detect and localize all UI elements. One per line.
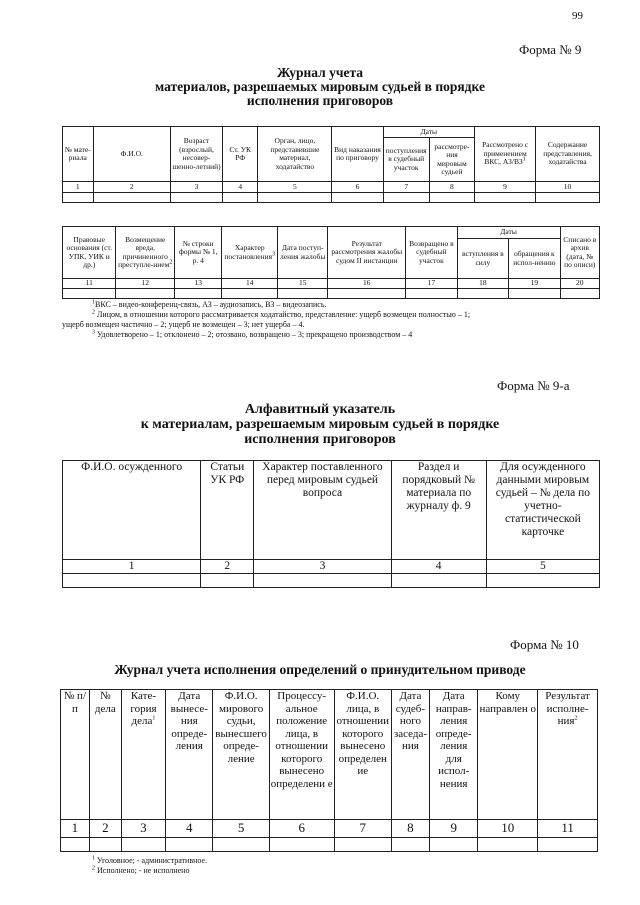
num-cell: 11 [538, 820, 598, 838]
col-dates: Даты [383, 127, 474, 138]
form9-title-line3: исполнения приговоров [246, 93, 394, 108]
num-cell: 1 [61, 820, 90, 838]
num-cell: 9 [429, 820, 477, 838]
col-question: Характер поставленного перед мировым судьей вопроса [254, 461, 391, 560]
num-cell: 7 [383, 182, 429, 193]
col-damage: Возмещение вреда, причиненного преступле-нием$^2$ [116, 227, 175, 279]
num-cell: 11 [63, 279, 116, 289]
col-ruling-type: Характер постановления$^3$ [222, 227, 278, 279]
num-cell: 4 [223, 182, 258, 193]
num-cell: 18 [457, 279, 508, 289]
num-cell: 14 [222, 279, 278, 289]
num-cell: 4 [166, 820, 213, 838]
num-cell: 2 [201, 560, 254, 574]
num-cell: 17 [406, 279, 457, 289]
col-date-reviewed: рассмотре-ния мировым судьей [429, 138, 474, 182]
col-appeal-result: Результат рассмотрения жалобы судом II инстанции [328, 227, 406, 279]
footnote: ущерб возмещен частично – 2; ущерб не возмещен – 3; нет ущерба – 4. [62, 320, 305, 329]
num-cell: 1 [63, 182, 94, 193]
num-cell: 1 [63, 560, 201, 574]
col-legal-basis: Правовые основания (ст. УПК, УИК и др.) [63, 227, 116, 279]
num-cell: 19 [509, 279, 560, 289]
form10-title: Журнал учета исполнения определений о принудительном приводе [114, 662, 526, 677]
col-articles: Статьи УК РФ [201, 461, 254, 560]
form9a-title-line3: исполнения приговоров [244, 432, 396, 447]
num-cell: 3 [170, 182, 222, 193]
num-cell: 2 [89, 820, 121, 838]
col-sent-date: Дата направ-ления опреде-ления для испол-нения [429, 690, 477, 820]
page-number: 99 [572, 10, 583, 22]
col-hearing-date: Дата судеб-ного заседа-ния [391, 690, 429, 820]
col-organ: Орган, лицо, представившие материал, ходатайство [258, 127, 332, 182]
col-date-effective: вступления в силу [457, 239, 508, 279]
col-material-no: № мате-риала [63, 127, 94, 182]
num-cell: 2 [93, 182, 170, 193]
col-archive: Списано в архив (дата, № по описи) [560, 227, 599, 279]
form9a-label: Форма № 9-а [497, 378, 570, 393]
col-age: Возраст (взрослый, несовер-шенно-летний) [170, 127, 222, 182]
col-section: Раздел и порядковый № материала по журналу ф. 9 [391, 461, 486, 560]
footnote: $^1$ Уголовное; - административное. [92, 855, 208, 865]
num-cell: 12 [116, 279, 175, 289]
col-date-received: поступления в судебный участок [383, 138, 429, 182]
num-cell: 9 [475, 182, 536, 193]
col-fio: Ф.И.О. [93, 127, 170, 182]
col-case-no: № дела [89, 690, 121, 820]
num-cell: 7 [334, 820, 391, 838]
col-dates: Даты [457, 227, 560, 239]
form9-title-line2: материалов, разрешаемых мировым судьей в порядке [155, 79, 485, 94]
form9-table-1 [62, 126, 600, 203]
num-cell: 5 [258, 182, 332, 193]
form9a-title [0, 402, 640, 447]
form9a-title-line1: Алфавитный указатель [244, 402, 396, 417]
col-category: Кате-гория дела$^1$ [121, 690, 165, 820]
num-cell: 6 [269, 820, 334, 838]
footnote: $^1$ВКС – видео-конференц-связь, АЗ – аудиозапись, ВЗ – видеозапись. [92, 299, 327, 309]
num-cell: 15 [277, 279, 327, 289]
num-cell: 13 [175, 279, 222, 289]
form9a-title-line2: к материалам, разрешаемым мировым судьей в порядке [140, 417, 500, 432]
col-complaint-date: Дата поступ-ления жалобы [277, 227, 327, 279]
col-person: Ф.И.О. лица, в отношении которого вынесено определен ие [334, 690, 391, 820]
num-cell: 20 [560, 279, 599, 289]
num-cell: 5 [213, 820, 269, 838]
col-ruling-date: Дата вынесе-ния опреде-ления [166, 690, 213, 820]
form10-footnotes [92, 856, 207, 876]
col-sent-to: Кому направлен о [478, 690, 538, 820]
col-content: Содержание представления, ходатайства [536, 127, 600, 182]
col-date-execution: обращения к испол-нению [509, 239, 560, 279]
col-article: Ст. УК РФ [223, 127, 258, 182]
footnote: $^3$ Удовлетворено – 1; отклонено – 2; отозвано, возвращено – 3; прекращено производством – 4 [92, 329, 413, 339]
num-cell: 5 [486, 560, 599, 574]
footnote: $^2$ Исполнено; - не исполнено [92, 865, 190, 875]
form9-table-2 [62, 226, 600, 299]
form9-label: Форма № 9 [519, 42, 582, 57]
col-result: Результат исполне-ния$^2$ [538, 690, 598, 820]
num-cell: 16 [328, 279, 406, 289]
col-row-no: № строки формы № 1, р. 4 [175, 227, 222, 279]
num-cell: 8 [391, 820, 429, 838]
footnote: $^2$ Лицом, в отношении которого рассматривается ходатайство, представление: ущерб возмещен полностью – 1; [92, 309, 471, 319]
form9a-table [62, 460, 600, 588]
num-cell: 10 [478, 820, 538, 838]
num-cell: 4 [391, 560, 486, 574]
col-returned: Возвращено в судебный участок [406, 227, 457, 279]
col-case-no: Для осужденного данными мировым судьей – № дела по учетно-статистической карточке [486, 461, 599, 560]
col-pp-no: № п/п [61, 690, 90, 820]
num-cell: 10 [536, 182, 600, 193]
col-judge: Ф.И.О. мирового судьи, вынесшего опреде-ление [213, 690, 269, 820]
col-punishment: Вид наказания по приговору [332, 127, 383, 182]
col-procedural-status: Процессу-альное положение лица, в отношении которого вынесено определени е [269, 690, 334, 820]
form10-table [60, 689, 598, 852]
num-cell: 3 [121, 820, 165, 838]
num-cell: 8 [429, 182, 474, 193]
form9-title [0, 66, 640, 108]
num-cell: 6 [332, 182, 383, 193]
form10-label: Форма № 10 [510, 637, 579, 652]
form9-footnotes [62, 299, 632, 340]
form9-title-line1: Журнал учета [276, 65, 364, 80]
col-vks: Рассмотрено с применением ВКС, $АЗ/ВЗ^1$ [475, 127, 536, 182]
col-fio-convicted: Ф.И.О. осужденного [63, 461, 201, 560]
num-cell: 3 [254, 560, 391, 574]
